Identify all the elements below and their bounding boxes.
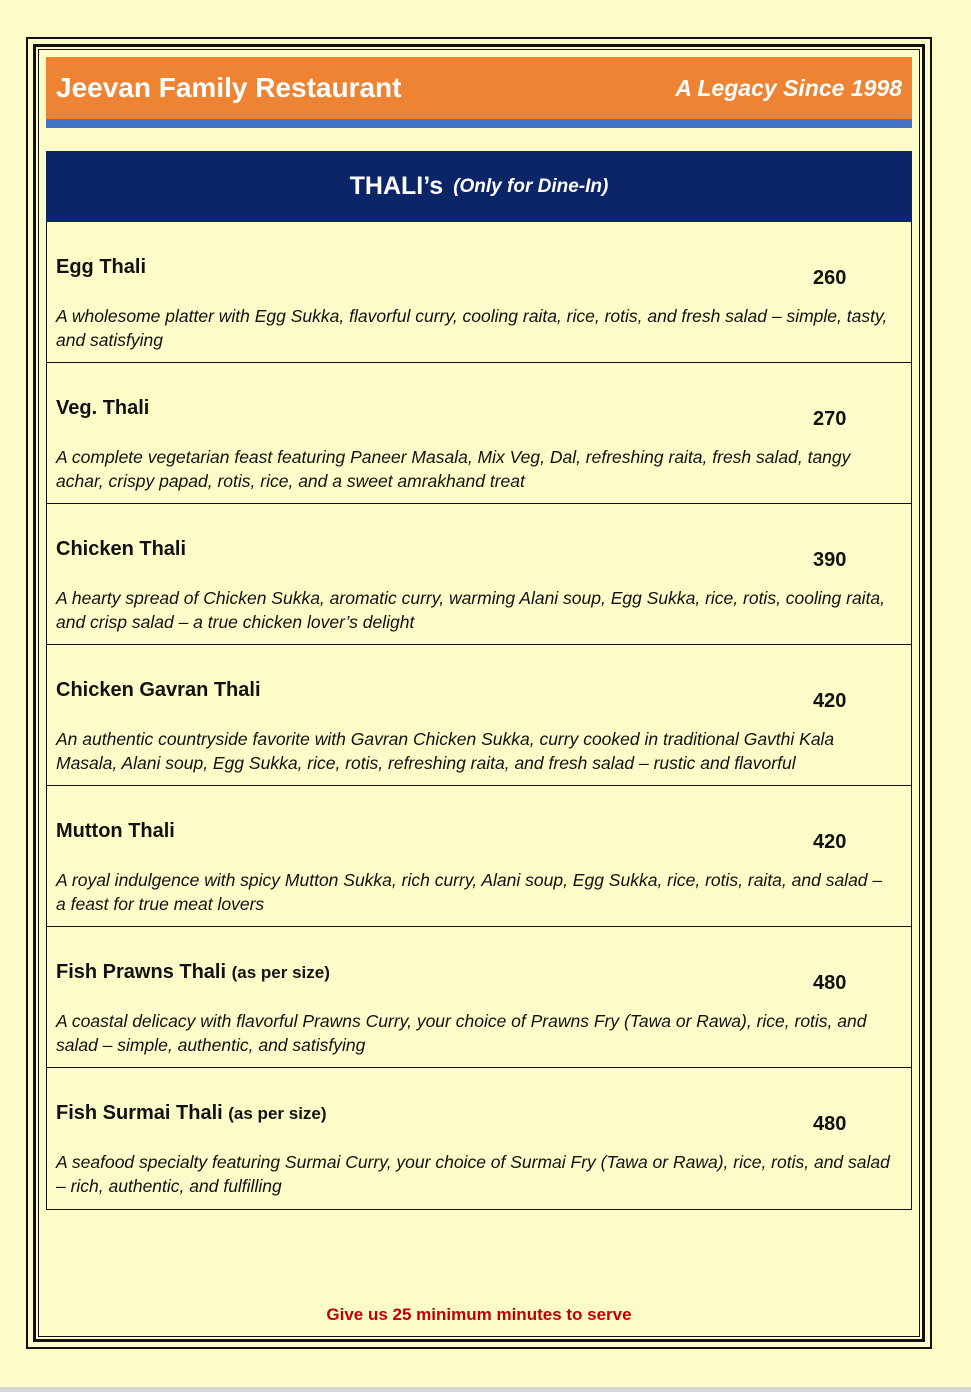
item-description: A seafood specialty featuring Surmai Curry, your choice of Surmai Fry (Tawa or Rawa), rice, rotis, and salad – rich, authentic, and fulfilling [56, 1152, 890, 1196]
item-size-note: (as per size) [228, 1104, 327, 1123]
restaurant-header [46, 57, 912, 119]
item-name: Chicken Thali [56, 538, 187, 560]
item-name: Mutton Thali [56, 820, 175, 842]
item-description: An authentic countryside favorite with Gavran Chicken Sukka, curry cooked in traditional Gavthi Kala Masala, Alani soup, Egg Sukka, rice, rotis, refreshing raita, and fresh salad – rustic and flavorful [56, 729, 835, 773]
section-header [46, 151, 912, 222]
item-name: Fish Prawns Thali (as per size) [56, 961, 330, 983]
item-description: A royal indulgence with spicy Mutton Sukka, rich curry, Alani soup, Egg Sukka, rice, rotis, raita, and salad – a feast for true meat lovers [56, 870, 883, 914]
restaurant-name: Jeevan Family Restaurant [56, 72, 402, 103]
menu-item [47, 222, 911, 363]
menu-item [47, 363, 911, 504]
item-size-note: (as per size) [231, 963, 330, 982]
item-price: 480 [813, 1113, 847, 1135]
item-price: 420 [813, 831, 847, 853]
item-price: 270 [813, 408, 847, 430]
item-description: A coastal delicacy with flavorful Prawns Curry, your choice of Prawns Fry (Tawa or Rawa), rice, rotis, and salad – simple, authentic, and satisfying [56, 1011, 867, 1055]
bottom-bar [0, 1387, 971, 1392]
item-price: 260 [813, 267, 847, 289]
menu-item [47, 786, 911, 927]
item-description: A complete vegetarian feast featuring Paneer Masala, Mix Veg, Dal, refreshing raita, fresh salad, tangy achar, crispy papad, rotis, rice, and a sweet amrakhand treat [56, 447, 851, 491]
section-title: THALI’s [349, 172, 444, 200]
restaurant-tagline: A Legacy Since 1998 [675, 74, 902, 101]
menu-item [47, 504, 911, 645]
serving-time-note: Give us 25 minimum minutes to serve [326, 1305, 632, 1324]
item-price: 390 [813, 549, 847, 571]
item-description: A wholesome platter with Egg Sukka, flavorful curry, cooling raita, rice, rotis, and fresh salad – simple, tasty, and satisfying [56, 306, 888, 350]
menu-list [46, 222, 912, 1210]
item-price: 420 [813, 690, 847, 712]
item-name: Chicken Gavran Thali [56, 679, 261, 701]
item-name: Veg. Thali [56, 397, 150, 419]
item-price: 480 [813, 972, 847, 994]
menu-item [47, 927, 911, 1068]
menu-item [47, 1068, 911, 1209]
section-note: (Only for Dine-In) [453, 175, 609, 197]
item-name: Egg Thali [56, 256, 146, 278]
menu-item [47, 645, 911, 786]
item-description: A hearty spread of Chicken Sukka, aromatic curry, warming Alani soup, Egg Sukka, rice, rotis, cooling raita, and crisp salad – a true chicken lover’s delight [56, 588, 886, 632]
header-accent-strip [46, 119, 912, 128]
item-name: Fish Surmai Thali (as per size) [56, 1102, 327, 1124]
